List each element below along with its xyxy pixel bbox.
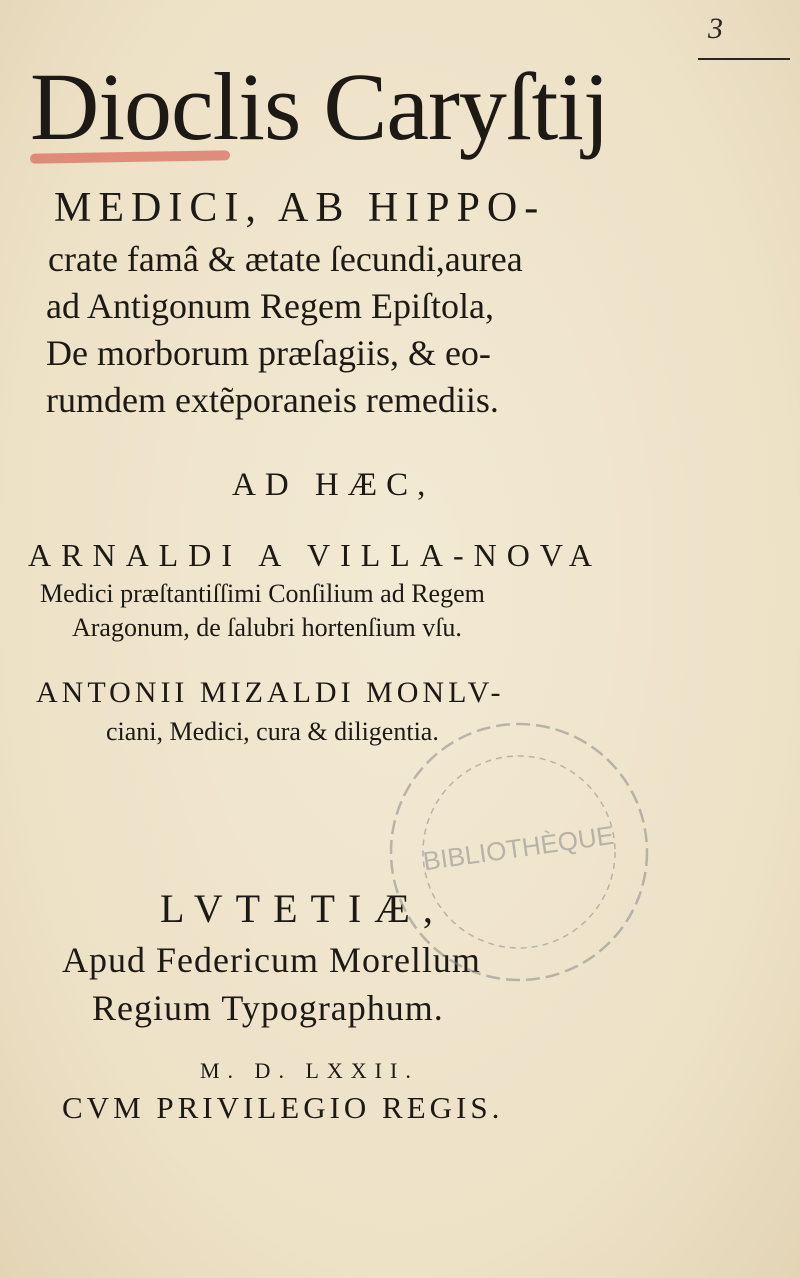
imprint-date: M. D. LXXII. — [200, 1058, 419, 1083]
arnaldi-line-3: Aragonum, de ſalubri hortenſium vſu. — [72, 613, 462, 642]
imprint-city: LVTETIÆ, — [160, 886, 446, 931]
mizaldi-line-2: ciani, Medici, cura & diligentia. — [106, 717, 439, 746]
stamp-text: BIBLIOTHÈQUE — [421, 819, 616, 877]
arnaldi-line-2: Medici præſtantiſſimi Conſilium ad Regem — [40, 579, 485, 608]
author-title: Dioclis Caryſtij — [30, 53, 609, 160]
title-line-2: MEDICI, AB HIPPO- — [54, 185, 546, 231]
title-line-6: rumdem extẽporaneis remediis. — [46, 380, 499, 420]
title-line-4: ad Antigonum Regem Epiſtola, — [46, 286, 494, 326]
imprint-printer: Apud Federicum Morellum — [62, 940, 481, 980]
mizaldi-heading: ANTONII MIZALDI MONLV- — [36, 676, 505, 709]
library-stamp — [382, 715, 657, 990]
privilege-line: CVM PRIVILEGIO REGIS. — [62, 1090, 504, 1125]
folio-rule — [698, 58, 790, 60]
ad-haec-heading: AD HÆC, — [232, 467, 435, 503]
arnaldi-heading: ARNALDI A VILLA-NOVA — [28, 537, 602, 573]
title-line-3: crate famâ & ætate ſecundi,aurea — [48, 239, 523, 279]
imprint-role: Regium Typographum. — [92, 988, 444, 1028]
title-line-5: De morborum præſagiis, & eo- — [46, 333, 491, 373]
folio-number: 3 — [708, 12, 723, 45]
